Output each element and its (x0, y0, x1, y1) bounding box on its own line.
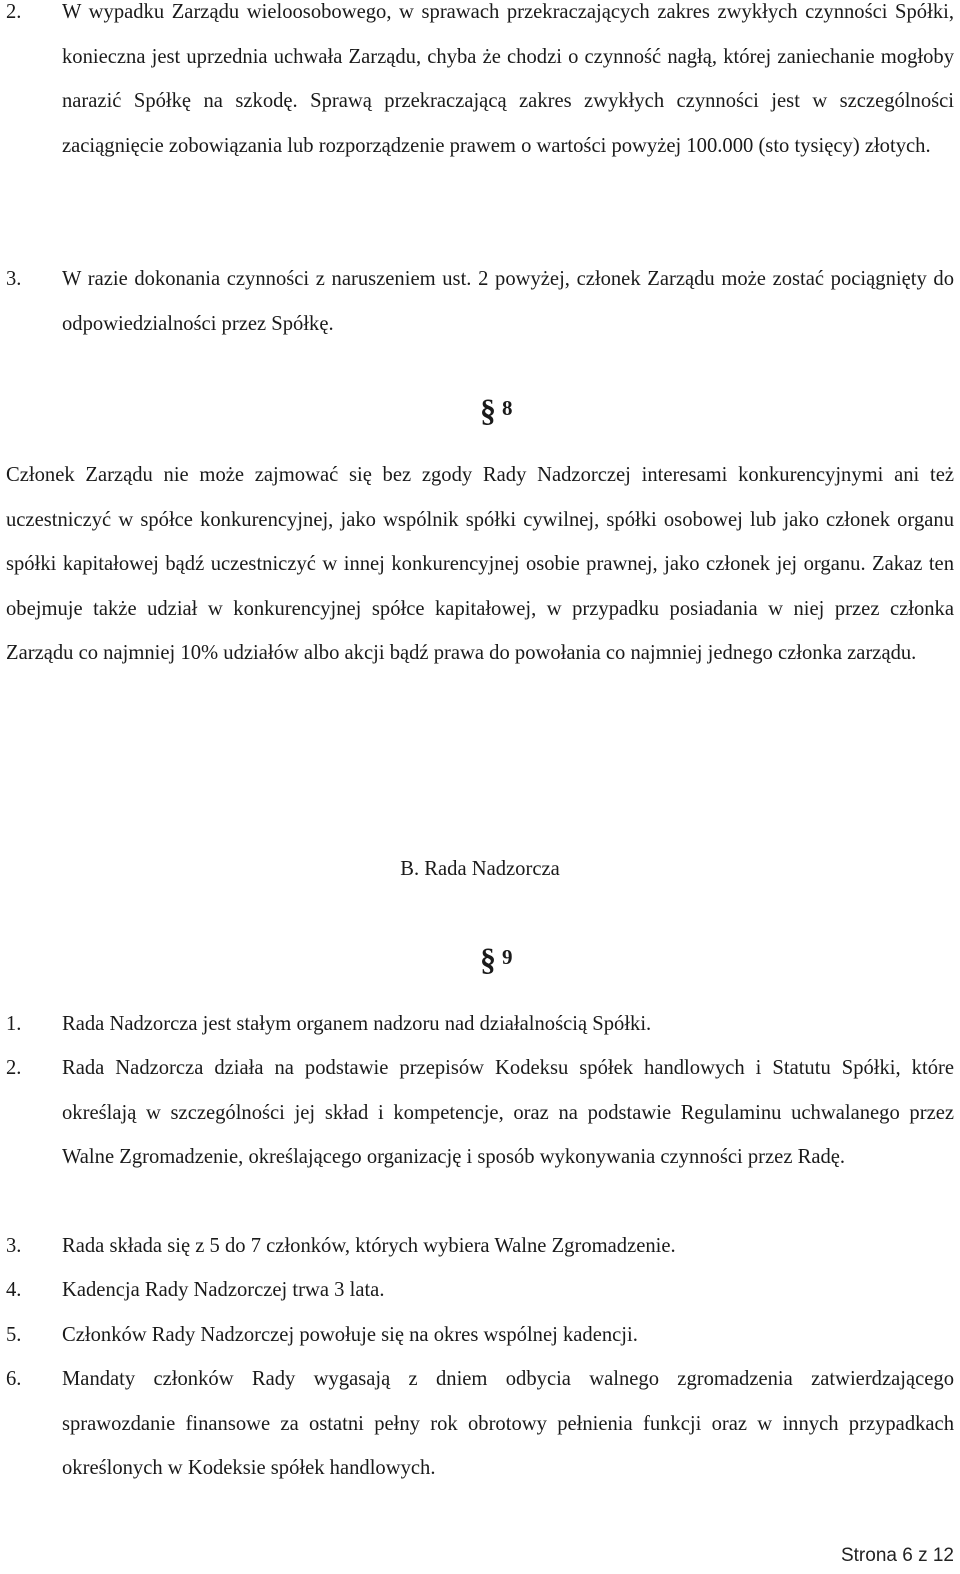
item-number: 4. (6, 1279, 22, 1301)
item-number: 2. (6, 1, 22, 23)
item-text: Rada Nadzorcza jest stałym organem nadzoru nad działalnością Spółki. (62, 1013, 652, 1035)
item-text: Członków Rady Nadzorczej powołuje się na okres wspólnej kadencji. (62, 1324, 638, 1346)
item-text: Rada Nadzorcza działa na podstawie przepisów Kodeksu spółek handlowych i Statutu Spółki, które określają w szczególności jej skład i kompetencje, oraz na podstawie Regulaminu uchwalanego przez Walne Zgromadzenie, określającego organizację i sposób wykonywania czynności przez Radę. (62, 1057, 954, 1168)
list-item (6, 1313, 954, 1358)
section-sign: § (480, 392, 496, 428)
item-text: Rada składa się z 5 do 7 członków, których wybiera Walne Zgromadzenie. (62, 1235, 676, 1257)
list-item (6, 1268, 954, 1313)
list-item (6, 1357, 954, 1491)
item-text: Kadencja Rady Nadzorczej trwa 3 lata. (62, 1279, 385, 1301)
list-item (6, 0, 954, 168)
list-item (6, 257, 954, 346)
item-number: 6. (6, 1368, 22, 1390)
list-item (6, 1046, 954, 1180)
item-number: 5. (6, 1324, 22, 1346)
item-number: 3. (6, 1235, 22, 1257)
item-text: W wypadku Zarządu wieloosobowego, w sprawach przekraczających zakres zwykłych czynności Spółki, konieczna jest uprzednia uchwała Zarządu, chyba że chodzi o czynność nagłą, której zaniechanie mogłoby narazić Spółkę na szkodę. Sprawą przekraczającą zakres zwykłych czynności jest w szczególności zaciągnięcie zobowiązania lub rozporządzenie prawem o wartości powyżej 100.000 (sto tysięcy) złotych. (62, 1, 954, 157)
section-8-paragraph: Członek Zarządu nie może zajmować się bez zgody Rady Nadzorczej interesami konkurencyjnymi ani też uczestniczyć w spółce konkurencyjnej, jako wspólnik spółki cywilnej, spółki osobowej lub jako członek organu spółki kapitałowej bądź uczestniczyć w innej konkurencyjnej osobie prawnej, jako członek jej organu. Zakaz ten obejmuje także udział w konkurencyjnej spółce kapitałowej, w przypadku posiadania w niej przez członka Zarządu co najmniej 10% udziałów albo akcji bądź prawa do powołania co najmniej jednego członka zarządu. (6, 464, 954, 664)
section-number: 9 (502, 945, 513, 969)
list-item (6, 1002, 954, 1047)
item-number: 3. (6, 268, 22, 290)
item-number: 2. (6, 1057, 22, 1079)
chapter-heading: B. Rada Nadzorcza (400, 858, 560, 880)
section-heading-8 (480, 386, 513, 428)
page-number: Strona 6 z 12 (840, 1545, 954, 1566)
section-sign: § (480, 941, 496, 977)
list-item (6, 1224, 954, 1269)
item-text: Mandaty członków Rady wygasają z dniem odbycia walnego zgromadzenia zatwierdzającego sprawozdanie finansowe za ostatni pełny rok obrotowy pełnienia funkcji oraz w innych przypadkach określonych w Kodeksie spółek handlowych. (62, 1368, 954, 1479)
item-text: W razie dokonania czynności z naruszeniem ust. 2 powyżej, członek Zarządu może zostać pociągnięty do odpowiedzialności przez Spółkę. (62, 268, 954, 335)
section-heading-9 (480, 935, 513, 977)
section-number: 8 (502, 396, 513, 420)
item-number: 1. (6, 1013, 22, 1035)
